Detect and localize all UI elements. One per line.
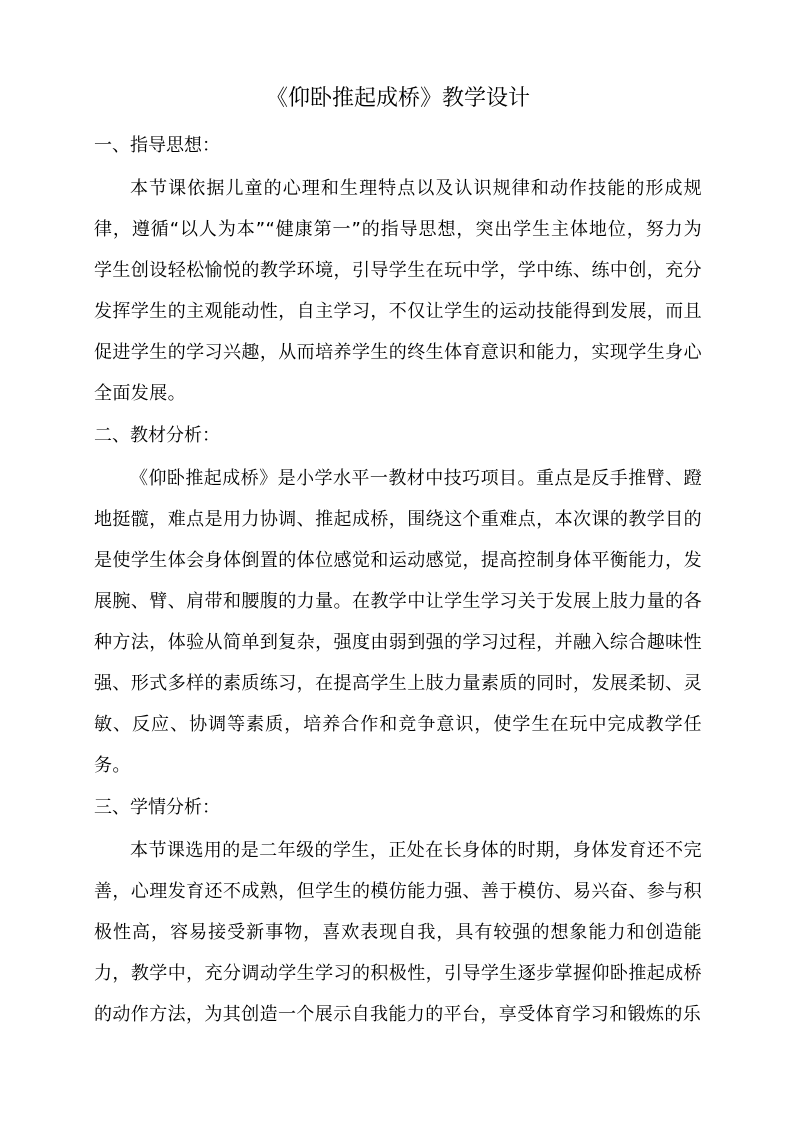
section-student-analysis bbox=[94, 786, 702, 1035]
section-heading-guiding-ideology: 一、指导思想： bbox=[94, 135, 220, 156]
section-heading-material-analysis: 二、教材分析： bbox=[94, 425, 220, 446]
section-guiding-ideology bbox=[94, 124, 702, 414]
section-paragraph-material-analysis: 《仰卧推起成桥》是小学水平一教材中技巧项目。重点是反手推臂、蹬地挺髋，难点是用力协调、推起成桥，围绕这个重难点，本次课的教学目的是使学生体会身体倒置的体位感觉和运动感觉，提高控制身体平衡能力，发展腕、臂、肩带和腰腹的力量。在教学中让学生学习关于发展上肢力量的各种方法，体验从简单到复杂，强度由弱到强的学习过程，并融入综合趣味性强、形式多样的素质练习，在提高学生上肢力量素质的同时，发展柔韧、灵敏、反应、协调等素质，培养合作和竞争意识，使学生在玩中完成教学任务。 bbox=[94, 468, 702, 776]
section-material-analysis bbox=[94, 414, 702, 786]
section-heading-student-analysis: 三、学情分析： bbox=[94, 797, 220, 818]
document-title: 《仰卧推起成桥》教学设计 bbox=[265, 86, 530, 111]
section-paragraph-guiding-ideology: 本节课依据儿童的心理和生理特点以及认识规律和动作技能的形成规律，遵循“以人为本”“健康第一”的指导思想，突出学生主体地位，努力为学生创设轻松愉悦的教学环境，引导学生在玩中学，学中练、练中创，充分发挥学生的主观能动性，自主学习，不仅让学生的运动技能得到发展，而且促进学生的学习兴趣，从而培养学生的终生体育意识和能力，实现学生身心全面发展。 bbox=[94, 178, 702, 404]
section-paragraph-student-analysis: 本节课选用的是二年级的学生，正处在长身体的时期，身体发育还不完善，心理发育还不成熟，但学生的模仿能力强、善于模仿、易兴奋、参与积极性高，容易接受新事物，喜欢表现自我，具有较强的想象能力和创造能力，教学中，充分调动学生学习的积极性，引导学生逐步掌握仰卧推起成桥的动作方法，为其创造一个展示自我能力的平台，享受体育学习和锻炼的乐 bbox=[94, 840, 702, 1025]
